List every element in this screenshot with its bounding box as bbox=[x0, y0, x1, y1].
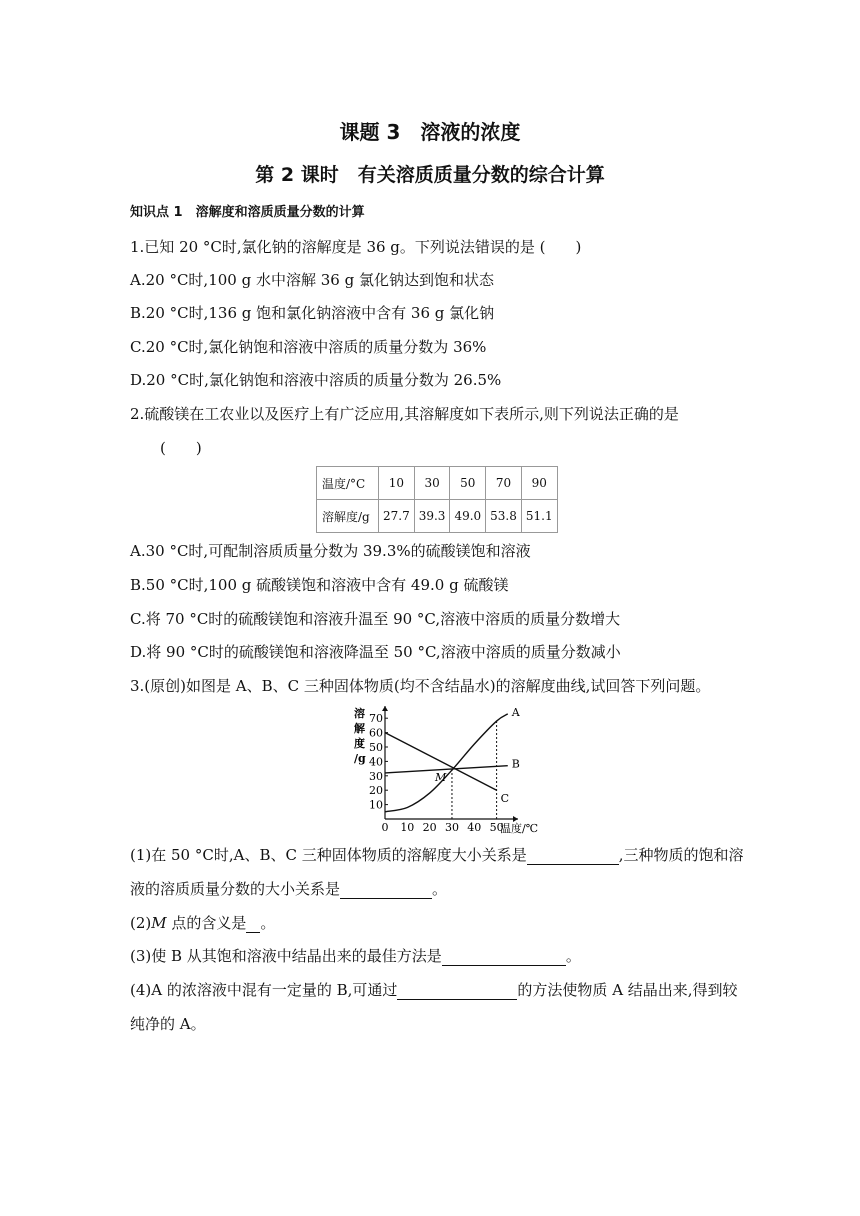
q1-option-d: D.20 °C时,氯化钠饱和溶液中溶质的质量分数为 26.5% bbox=[130, 371, 502, 389]
knowledge-point-heading: 知识点 1 溶解度和溶质质量分数的计算 bbox=[130, 205, 365, 220]
answer-blank-1[interactable] bbox=[527, 848, 619, 865]
y-tick-label: 60 bbox=[369, 726, 383, 740]
q3-point-m: M bbox=[151, 914, 167, 932]
solubility-curve-chart bbox=[350, 702, 539, 836]
table-cell: 53.8 bbox=[486, 500, 522, 533]
table-row bbox=[317, 500, 558, 533]
x-axis-label: 温度/℃ bbox=[500, 822, 539, 835]
q3-part1-text-b: ,三种物质的饱和溶 bbox=[618, 846, 744, 864]
point-m-label: M bbox=[434, 771, 447, 785]
q2-option-d: D.将 90 °C时的硫酸镁饱和溶液降温至 50 °C,溶液中溶质的质量分数减小 bbox=[130, 643, 621, 661]
table-cell: 49.0 bbox=[450, 500, 486, 533]
series-label: C bbox=[500, 792, 510, 806]
q3-part2-text-c: 。 bbox=[260, 914, 276, 932]
q1-option-a: A.20 °C时,100 g 水中溶解 36 g 氯化钠达到饱和状态 bbox=[130, 271, 494, 289]
q3-part4-line2: 纯净的 A。 bbox=[130, 1015, 206, 1033]
table-cell: 70 bbox=[486, 467, 522, 500]
table-header-temperature: 温度/°C bbox=[317, 467, 379, 500]
q3-part1-line1 bbox=[130, 845, 744, 865]
q3-part1-text-c: 液的溶质质量分数的大小关系是 bbox=[130, 880, 341, 898]
q3-part4-text-b: 的方法使物质 A 结晶出来,得到较 bbox=[517, 981, 738, 999]
y-tick-label: 30 bbox=[369, 769, 383, 783]
q3-part1-line2 bbox=[130, 879, 447, 899]
table-cell: 30 bbox=[414, 467, 450, 500]
q2-option-c: C.将 70 °C时的硫酸镁饱和溶液升温至 90 °C,溶液中溶质的质量分数增大 bbox=[130, 610, 621, 628]
q3-part3 bbox=[130, 946, 581, 966]
series-label: B bbox=[511, 757, 520, 771]
x-tick-label: 20 bbox=[422, 821, 437, 834]
table-cell: 10 bbox=[379, 467, 415, 500]
series-b-line bbox=[385, 766, 508, 773]
table-cell: 50 bbox=[450, 467, 486, 500]
y-tick-label: 70 bbox=[369, 712, 383, 726]
table-cell: 39.3 bbox=[414, 500, 450, 533]
table-row bbox=[317, 467, 558, 500]
q3-part2-text-b: 点的含义是 bbox=[166, 914, 247, 932]
q3-part2 bbox=[130, 913, 275, 933]
y-tick-label: 10 bbox=[369, 798, 383, 812]
table-cell: 27.7 bbox=[379, 500, 415, 533]
series-label: A bbox=[511, 705, 520, 719]
q2-answer-paren: ( ) bbox=[160, 439, 202, 457]
q1-stem: 1.已知 20 °C时,氯化钠的溶解度是 36 g。下列说法错误的是 ( ) bbox=[130, 238, 582, 256]
y-axis-label: /g bbox=[354, 752, 366, 765]
y-axis-label: 解 bbox=[354, 722, 365, 735]
answer-blank-2[interactable] bbox=[340, 882, 432, 899]
table-cell: 90 bbox=[521, 467, 557, 500]
q3-part3-text-a: (3)使 B 从其饱和溶液中结晶出来的最佳方法是 bbox=[130, 947, 442, 965]
answer-blank-5[interactable] bbox=[397, 983, 517, 1000]
x-tick-label: 50 bbox=[489, 821, 504, 834]
page-title: 课题 3 溶液的浓度 bbox=[339, 120, 521, 144]
q2-stem: 2.硫酸镁在工农业以及医疗上有广泛应用,其溶解度如下表所示,则下列说法正确的是 bbox=[130, 405, 679, 423]
q2-option-a: A.30 °C时,可配制溶质质量分数为 39.3%的硫酸镁饱和溶液 bbox=[130, 542, 531, 560]
x-tick-label: 40 bbox=[467, 821, 482, 834]
table-cell: 51.1 bbox=[521, 500, 557, 533]
q1-option-b: B.20 °C时,136 g 饱和氯化钠溶液中含有 36 g 氯化钠 bbox=[130, 304, 495, 322]
q1-option-c: C.20 °C时,氯化钠饱和溶液中溶质的质量分数为 36% bbox=[130, 338, 487, 356]
y-axis-label: 溶 bbox=[354, 707, 365, 720]
q3-part3-text-b: 。 bbox=[565, 947, 581, 965]
x-tick-label: 30 bbox=[444, 821, 459, 834]
x-tick-label: 0 bbox=[381, 821, 389, 834]
q2-option-b: B.50 °C时,100 g 硫酸镁饱和溶液中含有 49.0 g 硫酸镁 bbox=[130, 576, 509, 594]
x-tick-label: 10 bbox=[400, 821, 415, 834]
table-header-solubility: 溶解度/g bbox=[317, 500, 379, 533]
q3-part4-text-a: (4)A 的浓溶液中混有一定量的 B,可通过 bbox=[130, 981, 398, 999]
q3-stem: 3.(原创)如图是 A、B、C 三种固体物质(均不含结晶水)的溶解度曲线,试回答下列问题。 bbox=[130, 677, 711, 695]
solubility-table bbox=[316, 466, 558, 533]
y-axis-arrow bbox=[382, 706, 388, 711]
y-tick-label: 50 bbox=[369, 741, 383, 754]
q3-part1-text-d: 。 bbox=[432, 880, 448, 898]
y-tick-label: 40 bbox=[369, 755, 383, 769]
answer-blank-4[interactable] bbox=[442, 949, 566, 966]
answer-blank-3[interactable] bbox=[246, 916, 260, 933]
q3-part4-line1 bbox=[130, 980, 738, 1000]
y-axis-label: 度 bbox=[354, 737, 365, 750]
y-tick-label: 20 bbox=[369, 784, 383, 798]
page-subtitle: 第 2 课时 有关溶质质量分数的综合计算 bbox=[255, 164, 605, 186]
q3-part1-text-a: (1)在 50 °C时,A、B、C 三种固体物质的溶解度大小关系是 bbox=[130, 846, 527, 864]
q3-part2-text-a: (2) bbox=[130, 914, 152, 932]
series-a-line bbox=[385, 714, 508, 812]
